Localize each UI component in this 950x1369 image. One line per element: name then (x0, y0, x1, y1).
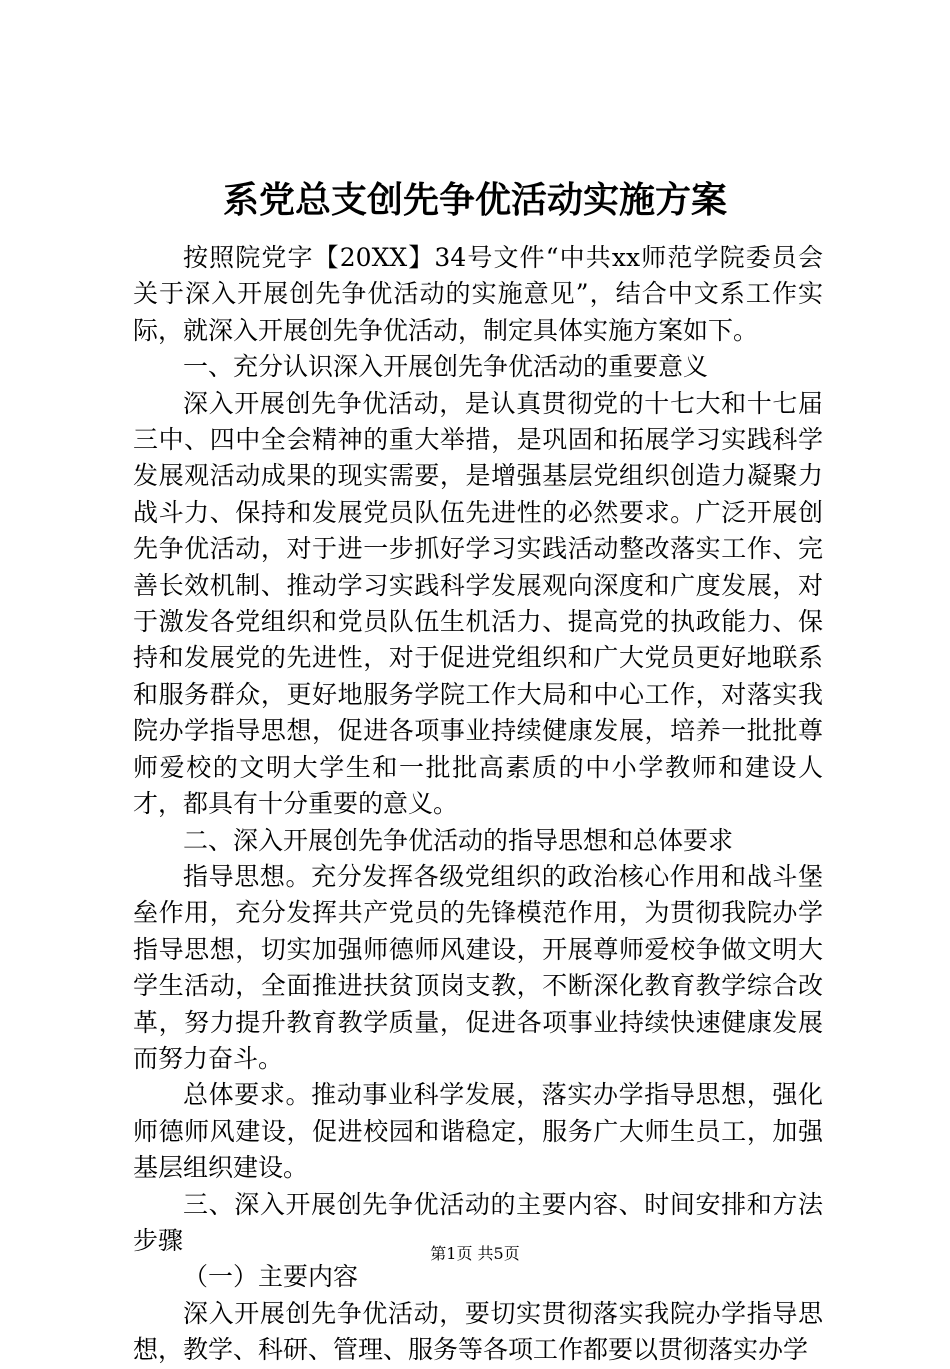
paragraph-general-requirements: 总体要求。推动事业科学发展，落实办学指导思想，强化师德师风建设，促进校园和谐稳定，服务广大师生员工，加强基层组织建设。 (133, 1080, 823, 1183)
paragraph-main-content: 深入开展创先争优活动，要切实贯彻落实我院办学指导思想，教学、科研、管理、服务等各项工作都要以贯彻落实办学 (133, 1298, 823, 1365)
heading-section-2: 二、深入开展创先争优活动的指导思想和总体要求 (183, 825, 734, 855)
heading-subsection-1: （一）主要内容 (183, 1262, 359, 1292)
heading-section-1: 一、充分认识深入开展创先争优活动的重要意义 (183, 352, 709, 382)
heading-section-3: 三、深入开展创先争优活动的主要内容、时间安排和方法步骤 (133, 1189, 823, 1255)
paragraph-significance: 深入开展创先争优活动，是认真贯彻党的十七大和十七届三中、四中全会精神的重大举措，是巩固和拓展学习实践科学发展观活动成果的现实需要，是增强基层党组织创造力凝聚力战斗力、保持和发展党员队伍先进性的必然要求。广泛开展创先争优活动，对于进一步抓好学习实践活动整改落实工作、完善长效机制、推动学习实践科学发展观向深度和广度发展，对于激发各党组织和党员队伍生机活力、提高党的执政能力、保持和发展党的先进性，对于促进党组织和广大党员更好地联系和服务群众，更好地服务学院工作大局和中心工作，对落实我院办学指导思想，促进各项事业持续健康发展，培养一批批尊师爱校的文明大学生和一批批高素质的中小学教师和建设人才，都具有十分重要的意义。 (133, 388, 823, 819)
paragraph-guiding-thought: 指导思想。充分发挥各级党组织的政治核心作用和战斗堡垒作用，充分发挥共产党员的先锋模范作用，为贯彻我院办学指导思想，切实加强师德师风建设，开展尊师爱校争做文明大学生活动，全面推进扶贫顶岗支教，不断深化教育教学综合改革，努力提升教育教学质量，促进各项事业持续快速健康发展而努力奋斗。 (133, 861, 823, 1073)
document-body (133, 240, 823, 1369)
paragraph-intro: 按照院党字【20XX】34号文件“中共xx师范学院委员会关于深入开展创先争优活动的实施意见”，结合中文系工作实际，就深入开展创先争优活动，制定具体实施方案如下。 (133, 243, 823, 345)
document-title: 系党总支创先争优活动实施方案 (222, 179, 727, 221)
page-indicator: 第1页 共5页 (430, 1244, 520, 1263)
